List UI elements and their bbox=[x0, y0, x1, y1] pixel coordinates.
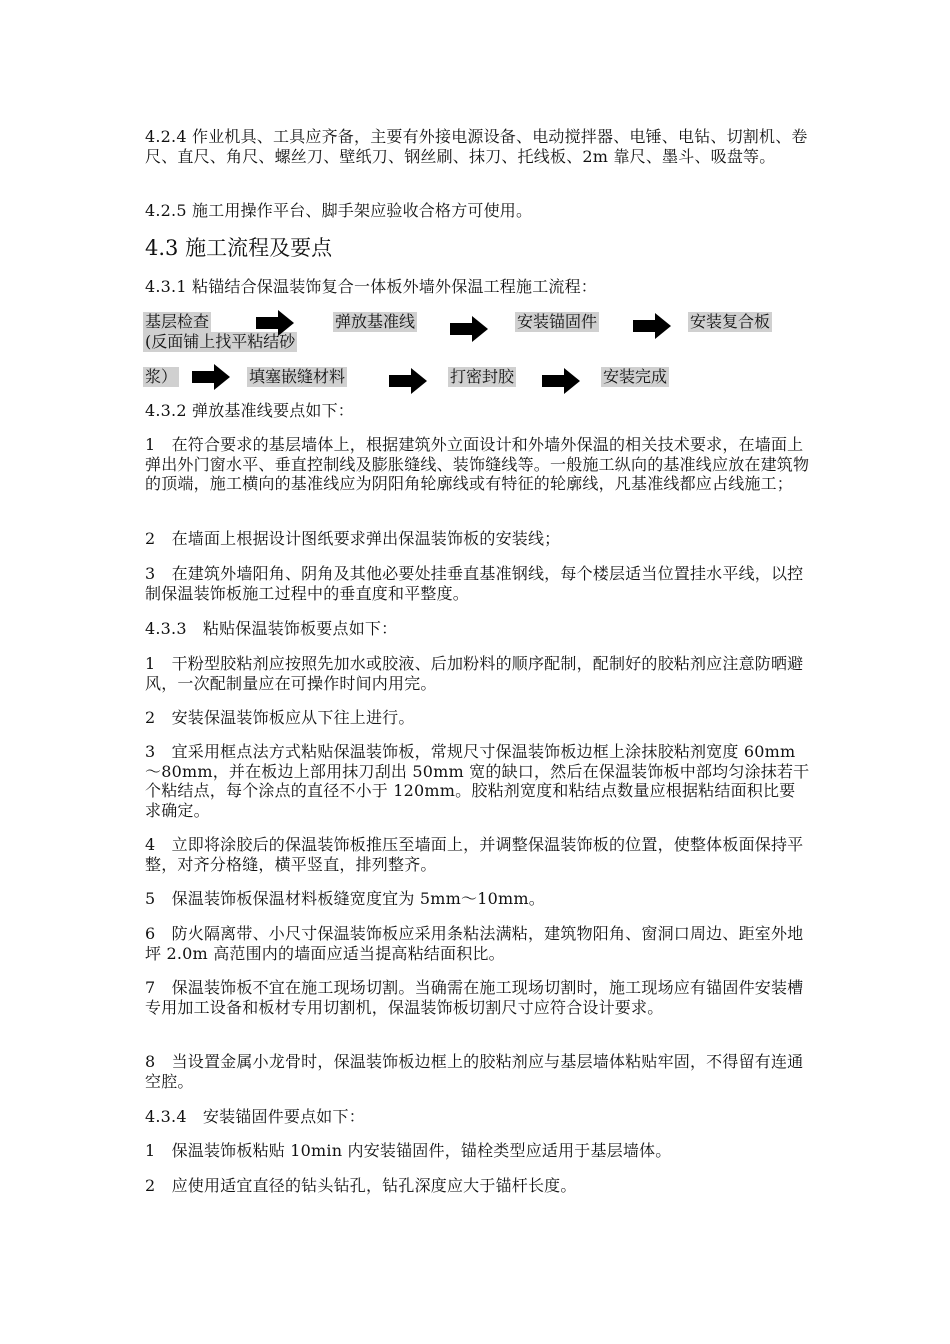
flow-step-baseline: 弹放基准线 bbox=[335, 312, 416, 331]
paragraph-4-3-3-item-1: 1 干粉型胶粘剂应按照先加水或胶液、后加粉料的顺序配制，配制好的胶粘剂应注意防晒避风，一次配制量应在可操作时间内用完。 bbox=[145, 654, 804, 693]
paragraph-4-2-5: 4.2.5 施工用操作平台、脚手架应验收合格方可使用。 bbox=[145, 201, 533, 220]
paragraph-4-3-1: 4.3.1 粘锚结合保温装饰复合一体板外墙外保温工程施工流程： bbox=[145, 277, 597, 296]
flow-arrow-icon bbox=[256, 310, 294, 336]
flow-step-complete: 安装完成 bbox=[603, 367, 668, 386]
flow-step-sealant: 打密封胶 bbox=[450, 367, 515, 386]
flow-arrow-icon bbox=[192, 364, 230, 390]
flow-step-base-check-note: (反面铺上找平粘结砂 bbox=[145, 332, 296, 351]
paragraph-4-3-3-item-6: 6 防火隔离带、小尺寸保温装饰板应采用条粘法满粘，建筑物阳角、窗洞口周边、距室外地坪 2.0m 高范围内的墙面应适当提高粘结面积比。 bbox=[145, 924, 804, 963]
flow-step-base-check: 基层检查 bbox=[145, 312, 210, 331]
paragraph-4-3-3: 4.3.3 粘贴保温装饰板要点如下： bbox=[145, 619, 398, 638]
section-heading-4-3: 4.3 施工流程及要点 bbox=[145, 236, 333, 260]
flow-step-anchor: 安装锚固件 bbox=[517, 312, 598, 331]
paragraph-4-3-3-item-8: 8 当设置金属小龙骨时，保温装饰板边框上的胶粘剂应与基层墙体粘贴牢固，不得留有连通空腔。 bbox=[145, 1052, 804, 1091]
paragraph-4-3-3-item-4: 4 立即将涂胶后的保温装饰板推压至墙面上，并调整保温装饰板的位置，使整体板面保持平整，对齐分格缝，横平竖直，排列整齐。 bbox=[145, 835, 804, 874]
paragraph-4-3-4-item-2: 2 应使用适宜直径的钻头钻孔，钻孔深度应大于锚杆长度。 bbox=[145, 1176, 577, 1195]
paragraph-4-3-2-item-1: 1 在符合要求的基层墙体上，根据建筑外立面设计和外墙外保温的相关技术要求，在墙面上弹出外门窗水平、垂直控制线及膨胀缝线、装饰缝线等。一般施工纵向的基准线应放在建筑物的顶端，施工横向的基准线应为阴阳角轮廓线或有特征的轮廓线，凡基准线都应占线施工； bbox=[145, 435, 810, 493]
flow-arrow-icon bbox=[633, 313, 671, 339]
paragraph-4-3-2-item-3: 3 在建筑外墙阳角、阴角及其他必要处挂垂直基准钢线，每个楼层适当位置挂水平线，以控制保温装饰板施工过程中的垂直度和平整度。 bbox=[145, 564, 804, 603]
paragraph-4-3-2: 4.3.2 弹放基准线要点如下： bbox=[145, 401, 354, 420]
paragraph-4-3-2-item-2: 2 在墙面上根据设计图纸要求弹出保温装饰板的安装线； bbox=[145, 529, 561, 548]
paragraph-4-3-3-item-7: 7 保温装饰板不宜在施工现场切割。当确需在施工现场切割时，施工现场应有锚固件安装槽专用加工设备和板材专用切割机，保温装饰板切割尺寸应符合设计要求。 bbox=[145, 978, 804, 1017]
flow-arrow-icon bbox=[542, 368, 580, 394]
paragraph-4-3-4: 4.3.4 安装锚固件要点如下： bbox=[145, 1107, 365, 1126]
paragraph-4-3-3-item-5: 5 保温装饰板保温材料板缝宽度宜为 5mm～10mm。 bbox=[145, 889, 545, 908]
flow-arrow-icon bbox=[450, 316, 488, 342]
paragraph-4-2-4: 4.2.4 作业机具、工具应齐备，主要有外接电源设备、电动搅拌器、电锤、电钻、切割机、卷尺、直尺、角尺、螺丝刀、壁纸刀、钢丝刷、抹刀、托线板、2m 靠尺、墨斗、吸盘等。 bbox=[145, 127, 808, 166]
paragraph-4-3-4-item-1: 1 保温装饰板粘贴 10min 内安装锚固件，锚栓类型应适用于基层墙体。 bbox=[145, 1141, 672, 1160]
flow-step-install-panel: 安装复合板 bbox=[690, 312, 771, 331]
paragraph-4-3-3-item-2: 2 安装保温装饰板应从下往上进行。 bbox=[145, 708, 415, 727]
flow-step-joint-fill: 填塞嵌缝材料 bbox=[249, 367, 346, 386]
flow-arrow-icon bbox=[389, 368, 427, 394]
paragraph-4-3-3-item-3: 3 宜采用框点法方式粘贴保温装饰板，常规尺寸保温装饰板边框上涂抹胶粘剂宽度 60mm～80mm，并在板边上部用抹刀刮出 50mm 宽的缺口，然后在保温装饰板中部均匀涂抹若干个粘结点，每个涂点的直径不小于 120mm。胶粘剂宽度和粘结点数量应根据粘结面积比要求确定。 bbox=[145, 742, 810, 820]
flow-step-base-check-note-end: 浆） bbox=[145, 367, 178, 386]
